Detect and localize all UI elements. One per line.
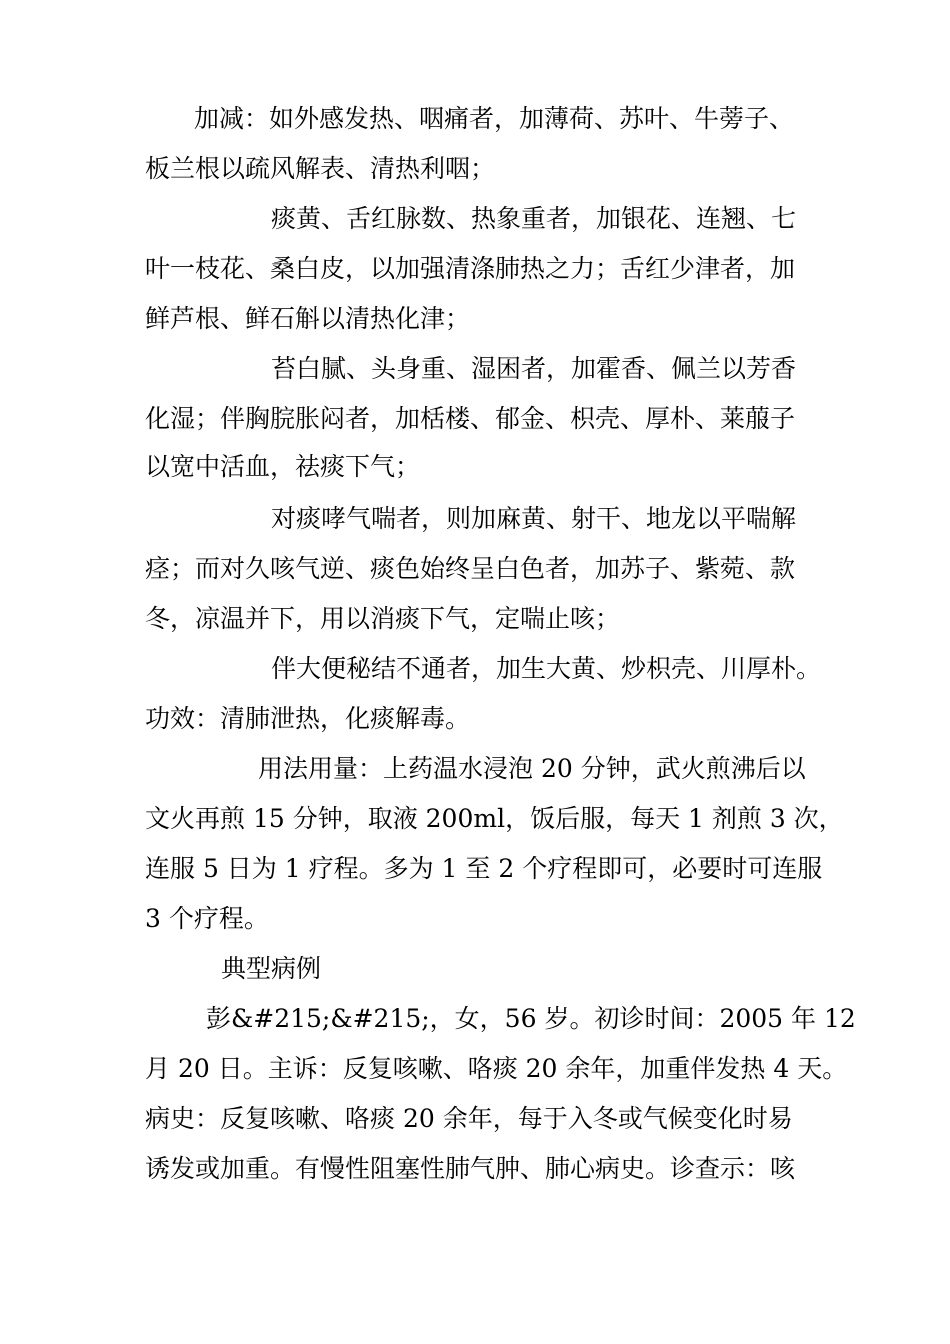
text-line: 病史：反复咳嗽、咯痰 20 余年，每于入冬或气候变化时易 — [145, 1104, 793, 1133]
text-line: 苔白腻、头身重、湿困者，加霍香、佩兰以芳香 — [271, 354, 797, 383]
text-line: 鲜芦根、鲜石斛以清热化津； — [145, 304, 471, 333]
text-line: 3 个疗程。 — [145, 904, 269, 933]
text-line: 冬，凉温并下，用以消痰下气，定喘止咳； — [145, 604, 621, 633]
text-line: 彭&#215;&#215;，女，56 岁。初诊时间：2005 年 12 — [206, 1004, 856, 1033]
text-line: 月 20 日。主诉：反复咳嗽、咯痰 20 余年，加重伴发热 4 天。 — [145, 1054, 848, 1083]
text-line: 功效：清肺泄热，化痰解毒。 — [145, 704, 471, 733]
text-line: 文火再煎 15 分钟，取液 200ml，饭后服，每天 1 剂煎 3 次， — [145, 804, 844, 833]
text-line: 伴大便秘结不通者，加生大黄、炒枳壳、川厚朴。 — [271, 654, 822, 683]
text-line: 痰黄、舌红脉数、热象重者，加银花、连翘、七 — [271, 204, 797, 233]
text-line: 痉；而对久咳气逆、痰色始终呈白色者，加苏子、紫菀、款 — [145, 554, 796, 583]
text-line: 叶一枝花、桑白皮，以加强清涤肺热之力；舌红少津者，加 — [145, 254, 796, 283]
text-line: 诱发或加重。有慢性阻塞性肺气肿、肺心病史。诊查示：咳 — [145, 1154, 796, 1183]
text-line: 板兰根以疏风解表、清热利咽； — [145, 154, 496, 183]
text-line: 加减：如外感发热、咽痛者，加薄荷、苏叶、牛蒡子、 — [194, 104, 795, 133]
text-line: 连服 5 日为 1 疗程。多为 1 至 2 个疗程即可，必要时可连服 — [145, 854, 823, 883]
section-heading: 典型病例 — [221, 954, 322, 983]
text-line: 化湿；伴胸脘胀闷者，加栝楼、郁金、枳壳、厚朴、莱菔子 — [145, 404, 796, 433]
text-line: 对痰哮气喘者，则加麻黄、射干、地龙以平喘解 — [271, 504, 797, 533]
text-line: 用法用量：上药温水浸泡 20 分钟，武火煎沸后以 — [258, 754, 806, 783]
text-line: 以宽中活血，祛痰下气； — [145, 452, 421, 481]
